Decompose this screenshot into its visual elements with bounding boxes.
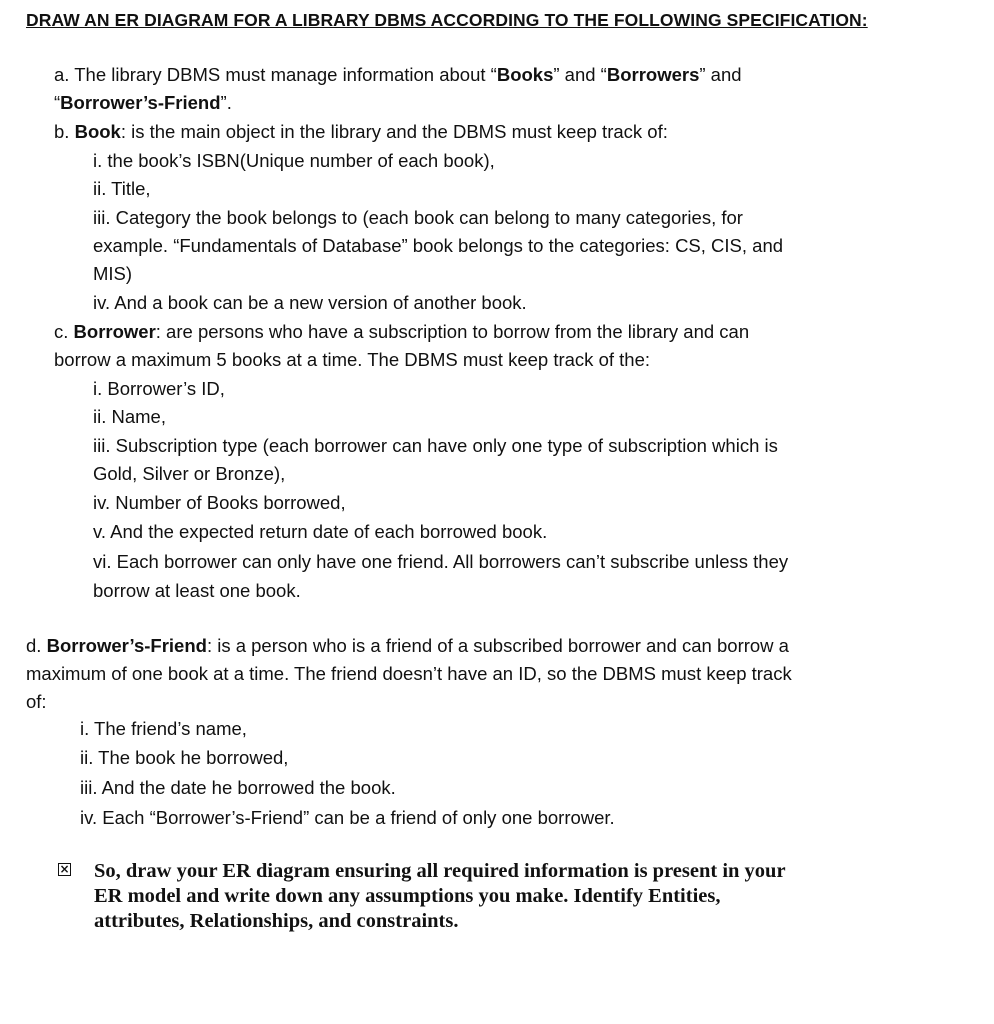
section-d-item: iv. Each “Borrower’s-Friend” can be a friend of only one borrower. <box>80 807 615 828</box>
section-c-item: i. Borrower’s ID, <box>93 378 225 399</box>
section-d-text: : is a person who is a friend of a subscribed borrower and can borrow a <box>206 635 789 656</box>
section-c-item: Gold, Silver or Bronze), <box>93 463 286 484</box>
section-b-item: example. “Fundamentals of Database” book belongs to the categories: CS, CIS, and <box>93 235 784 256</box>
section-a-line-2 <box>54 90 232 116</box>
section-b-text: : is the main object in the library and the DBMS must keep track of: <box>120 121 668 142</box>
section-d-line-3: of: <box>26 691 47 712</box>
note-line: attributes, Relationships, and constraints. <box>94 910 459 932</box>
section-b-prefix: b. <box>54 121 75 142</box>
section-a-prefix: a. The library DBMS must manage information about “ <box>54 64 497 85</box>
section-a-suffix: ” and <box>699 64 742 85</box>
section-c-title <box>54 319 749 345</box>
page-heading: DRAW AN ER DIAGRAM FOR A LIBRARY DBMS ACCORDING TO THE FOLLOWING SPECIFICATION: <box>26 10 868 30</box>
section-a-close: ”. <box>220 92 232 113</box>
section-b-item: MIS) <box>93 263 133 284</box>
section-b-item: iii. Category the book belongs to (each book can belong to many categories, for <box>93 207 743 228</box>
section-d-item: iii. And the date he borrowed the book. <box>80 777 396 798</box>
section-c-text: : are persons who have a subscription to borrow from the library and can <box>155 321 750 342</box>
section-a-open: “ <box>54 92 61 113</box>
section-d-prefix: d. <box>26 635 47 656</box>
section-a-books: Books <box>496 64 554 85</box>
section-b-item: i. the book’s ISBN(Unique number of each book), <box>93 150 495 171</box>
section-a-friend: Borrower’s-Friend <box>60 92 221 113</box>
section-b-item: iv. And a book can be a new version of another book. <box>93 292 527 313</box>
section-a-mid: ” and “ <box>553 64 607 85</box>
section-d-title <box>26 633 789 659</box>
section-b-item: ii. Title, <box>93 178 151 199</box>
section-c-item: ii. Name, <box>93 406 166 427</box>
section-c-item: borrow at least one book. <box>93 580 301 601</box>
note-line: So, draw your ER diagram ensuring all required information is present in your <box>94 860 786 882</box>
section-c-line-2: borrow a maximum 5 books at a time. The DBMS must keep track of the: <box>54 349 651 370</box>
section-c-bold: Borrower <box>73 321 156 342</box>
note-line: ER model and write down any assumptions you make. Identify Entities, <box>94 885 721 907</box>
section-d-line-2: maximum of one book at a time. The friend doesn’t have an ID, so the DBMS must keep track <box>26 663 792 684</box>
section-d-item: ii. The book he borrowed, <box>80 747 289 768</box>
section-b-bold: Book <box>74 121 121 142</box>
section-c-item: vi. Each borrower can only have one friend. All borrowers can’t subscribe unless they <box>93 551 789 572</box>
section-b-title <box>54 119 668 145</box>
section-c-item: iii. Subscription type (each borrower can have only one type of subscription which is <box>93 435 778 456</box>
section-c-item: v. And the expected return date of each borrowed book. <box>93 521 548 542</box>
section-d-item: i. The friend’s name, <box>80 718 247 739</box>
checkbox-x-icon: × <box>59 862 70 876</box>
section-c-item: iv. Number of Books borrowed, <box>93 492 346 513</box>
section-c-prefix: c. <box>54 321 74 342</box>
section-a-line-1 <box>54 62 742 88</box>
section-d-bold: Borrower’s-Friend <box>46 635 207 656</box>
section-a-borrowers: Borrowers <box>606 64 700 85</box>
